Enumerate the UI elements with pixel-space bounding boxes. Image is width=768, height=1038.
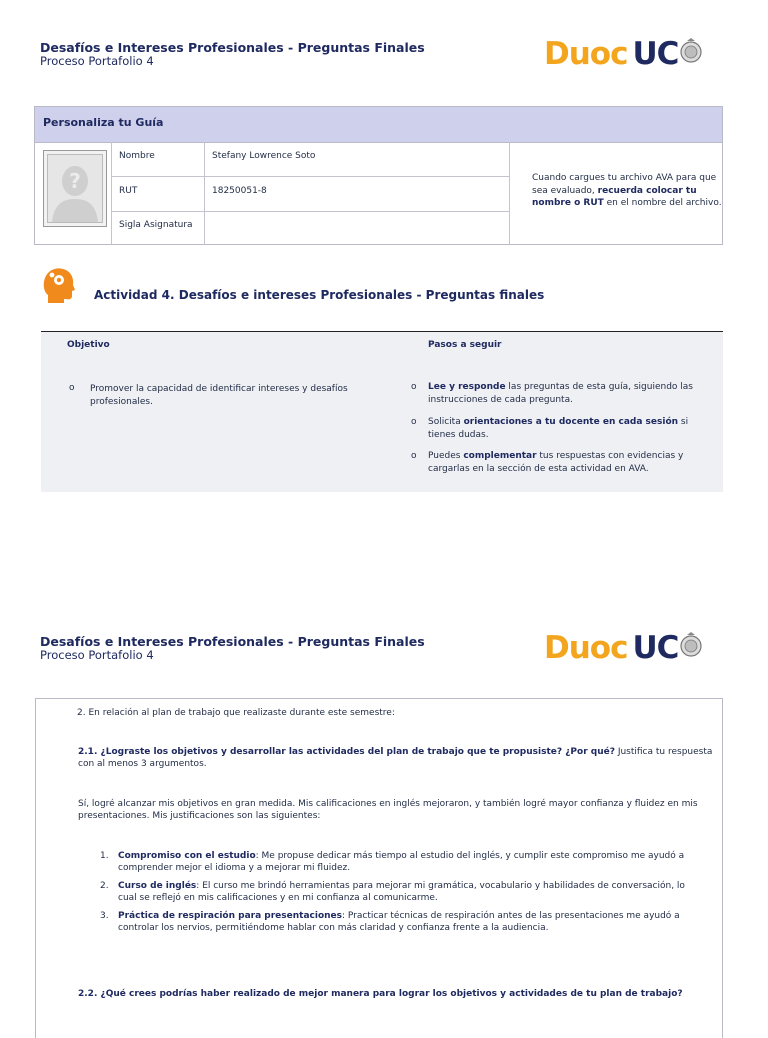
duoc-uc-logo-page2 [544, 630, 703, 666]
person-silhouette-icon [48, 155, 102, 222]
document-title: Desafíos e Intereses Profesionales - Preguntas Finales [40, 40, 425, 55]
objective-header: Objetivo [67, 340, 110, 350]
justification-list [100, 850, 700, 934]
objective-steps-panel [41, 331, 723, 492]
answer-2-1: Sí, logré alcanzar mis objetivos en gran medida. Mis calificaciones en inglés mejoraron, y también logré mayor confianza y fluidez en mis presentaciones. Mis justificaciones son las siguientes: [78, 799, 698, 821]
document-title-page2: Desafíos e Intereses Profesionales - Preguntas Finales [40, 634, 425, 649]
activity-title: Actividad 4. Desafíos e intereses Profesionales - Preguntas finales [94, 288, 545, 302]
question-2-2: 2.2. ¿Qué crees podrías haber realizado de mejor manera para lograr los objetivos y actividades de tu plan de trabajo? [78, 989, 683, 999]
list-item: 3. Práctica de respiración para presentaciones: Practicar técnicas de respiración antes de las presentaciones me ayudó a controlar los nervios, permitiéndome hablar con más claridad y confianza frente a la audiencia. [100, 911, 680, 933]
objective-text: Promover la capacidad de identificar intereses y desafíos profesionales. [90, 384, 348, 407]
question-2-1: 2.1. ¿Lograste los objetivos y desarrollar las actividades del plan de trabajo que te propusiste? ¿Por qué? Justifica tu respuesta con al menos 3 argumentos. [78, 747, 713, 769]
row-value-rut: 18250051-8 [212, 186, 267, 196]
row-label-nombre: Nombre [119, 151, 155, 161]
step-bullet: o [411, 417, 417, 427]
logo-uc-text: UC [632, 630, 679, 666]
list-item: 1. Compromiso con el estudio: Me propuse dedicar más tiempo al estudio del inglés, y cumplir este compromiso me ayudó a comprender mejor el idioma y a mejorar mi fluidez. [100, 851, 685, 873]
head-gear-icon [42, 265, 76, 305]
objective-bullet: o [69, 383, 75, 393]
svg-text:?: ? [69, 169, 81, 193]
question-intro: 2. En relación al plan de trabajo que realizaste durante este semestre: [77, 708, 395, 718]
step-bullet: o [411, 451, 417, 461]
row-label-sigla: Sigla Asignatura [119, 220, 193, 230]
university-seal-icon [679, 631, 703, 659]
row-value-nombre: Stefany Lowrence Soto [212, 151, 316, 161]
profile-photo-placeholder [43, 150, 107, 227]
row-label-rut: RUT [119, 186, 138, 196]
university-seal-icon [679, 37, 703, 65]
step-item: Puedes complementar tus respuestas con evidencias y cargarlas en la sección de esta actividad en AVA. [428, 451, 684, 474]
steps-header: Pasos a seguir [428, 340, 502, 350]
logo-uc-text: UC [632, 36, 679, 72]
question-box [35, 698, 723, 1038]
document-subtitle-page2: Proceso Portafolio 4 [40, 648, 154, 662]
document-subtitle: Proceso Portafolio 4 [40, 54, 154, 68]
guide-heading: Personaliza tu Guía [43, 116, 164, 129]
step-bullet: o [411, 382, 417, 392]
duoc-uc-logo [544, 36, 703, 72]
logo-duoc-text: Duoc [544, 36, 628, 72]
step-item: Solicita orientaciones a tu docente en cada sesión si tienes dudas. [428, 417, 689, 440]
upload-note: Cuando cargues tu archivo AVA para que sea evaluado, recuerda colocar tu nombre o RUT en el nombre del archivo. [532, 173, 722, 208]
list-item: 2. Curso de inglés: El curso me brindó herramientas para mejorar mi gramática, vocabulario y habilidades de conversación, lo cual se reflejó en mis calificaciones y en mi confianza al comunicarme. [100, 881, 685, 903]
step-item: Lee y responde las preguntas de esta guía, siguiendo las instrucciones de cada pregunta. [428, 382, 693, 405]
logo-duoc-text: Duoc [544, 630, 628, 666]
personalize-guide-table [34, 106, 723, 245]
guide-header [35, 107, 722, 143]
